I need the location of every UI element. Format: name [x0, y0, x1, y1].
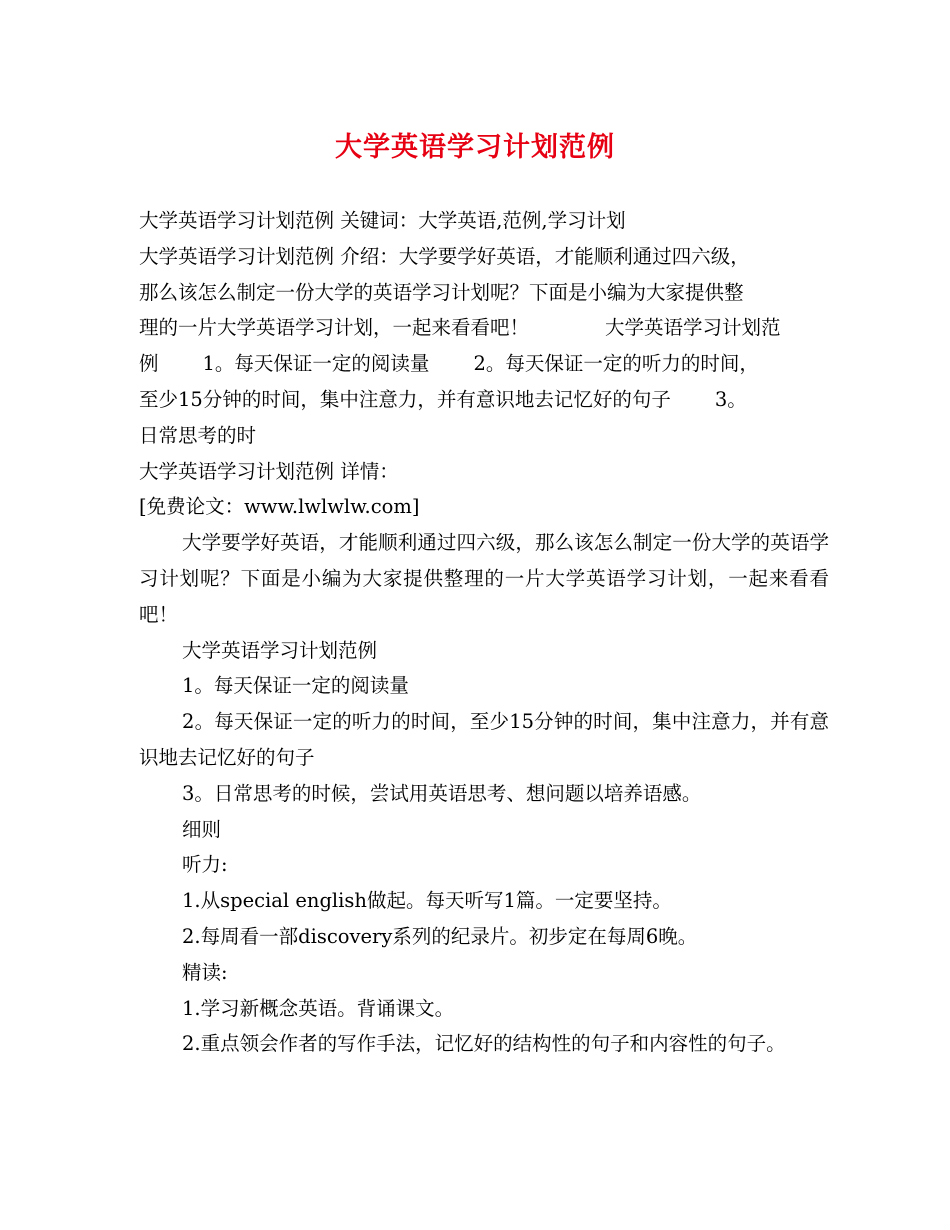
intro-line-5a: 至少15分钟的时间，集中注意力，并有意识地去记忆好的句子	[139, 387, 671, 411]
intro-line-6: 日常思考的时	[139, 423, 257, 447]
list-item-2: 2。每天保证一定的听力的时间，至少15分钟的时间，集中注意力，并有意识地去记忆好的句子	[139, 710, 829, 769]
list-item-1: 1。每天保证一定的阅读量	[182, 674, 409, 698]
intro-line-4b: 1。每天保证一定的阅读量	[202, 352, 430, 376]
intro-line-5b: 3。	[714, 387, 747, 411]
paragraph-intro: 大学要学好英语，才能顺利通过四六级，那么该怎么制定一份大学的英语学习计划呢？下面是小编为大家提供整理的一片大学英语学习计划，一起来看看吧！	[139, 531, 829, 626]
listening-item-2: 2.每周看一部discovery系列的纪录片。初步定在每周6晚。	[182, 924, 698, 948]
reading-item-1: 1.学习新概念英语。背诵课文。	[182, 996, 455, 1020]
source-link[interactable]: [免费论文：www.lwlwlw.com]	[139, 495, 420, 519]
keywords-line: 大学英语学习计划范例 关键词：大学英语,范例,学习计划	[139, 209, 626, 232]
intro-line-3	[139, 310, 829, 346]
document-body	[139, 203, 829, 1062]
intro-line-1: 大学英语学习计划范例 介绍：大学要学好英语，才能顺利通过四六级，	[139, 244, 750, 268]
intro-line-2: 那么该怎么制定一份大学的英语学习计划呢？下面是小编为大家提供整	[139, 280, 744, 304]
details-line: 大学英语学习计划范例 详情：	[139, 459, 399, 483]
list-item-3: 3。日常思考的时候，尝试用英语思考、想问题以培养语感。	[182, 781, 702, 805]
intro-tail: 大学英语学习计划范	[605, 316, 781, 340]
section-heading: 大学英语学习计划范例	[182, 638, 378, 662]
listening-heading: 听力:	[182, 853, 228, 877]
intro-line-3-text: 理的一片大学英语学习计划，一起来看看吧！	[139, 316, 530, 340]
intro-line-4	[139, 346, 829, 382]
reading-heading: 精读:	[182, 960, 228, 984]
intro-line-5	[139, 382, 829, 418]
intro-line-4a: 例	[139, 352, 159, 376]
reading-item-2: 2.重点领会作者的写作手法，记忆好的结构性的句子和内容性的句子。	[182, 1032, 786, 1056]
rules-heading: 细则	[182, 817, 222, 841]
intro-line-4c: 2。每天保证一定的听力的时间，	[473, 352, 759, 376]
listening-item-1: 1.从special english做起。每天听写1篇。一定要坚持。	[182, 889, 672, 913]
page-title: 大学英语学习计划范例	[335, 132, 615, 163]
